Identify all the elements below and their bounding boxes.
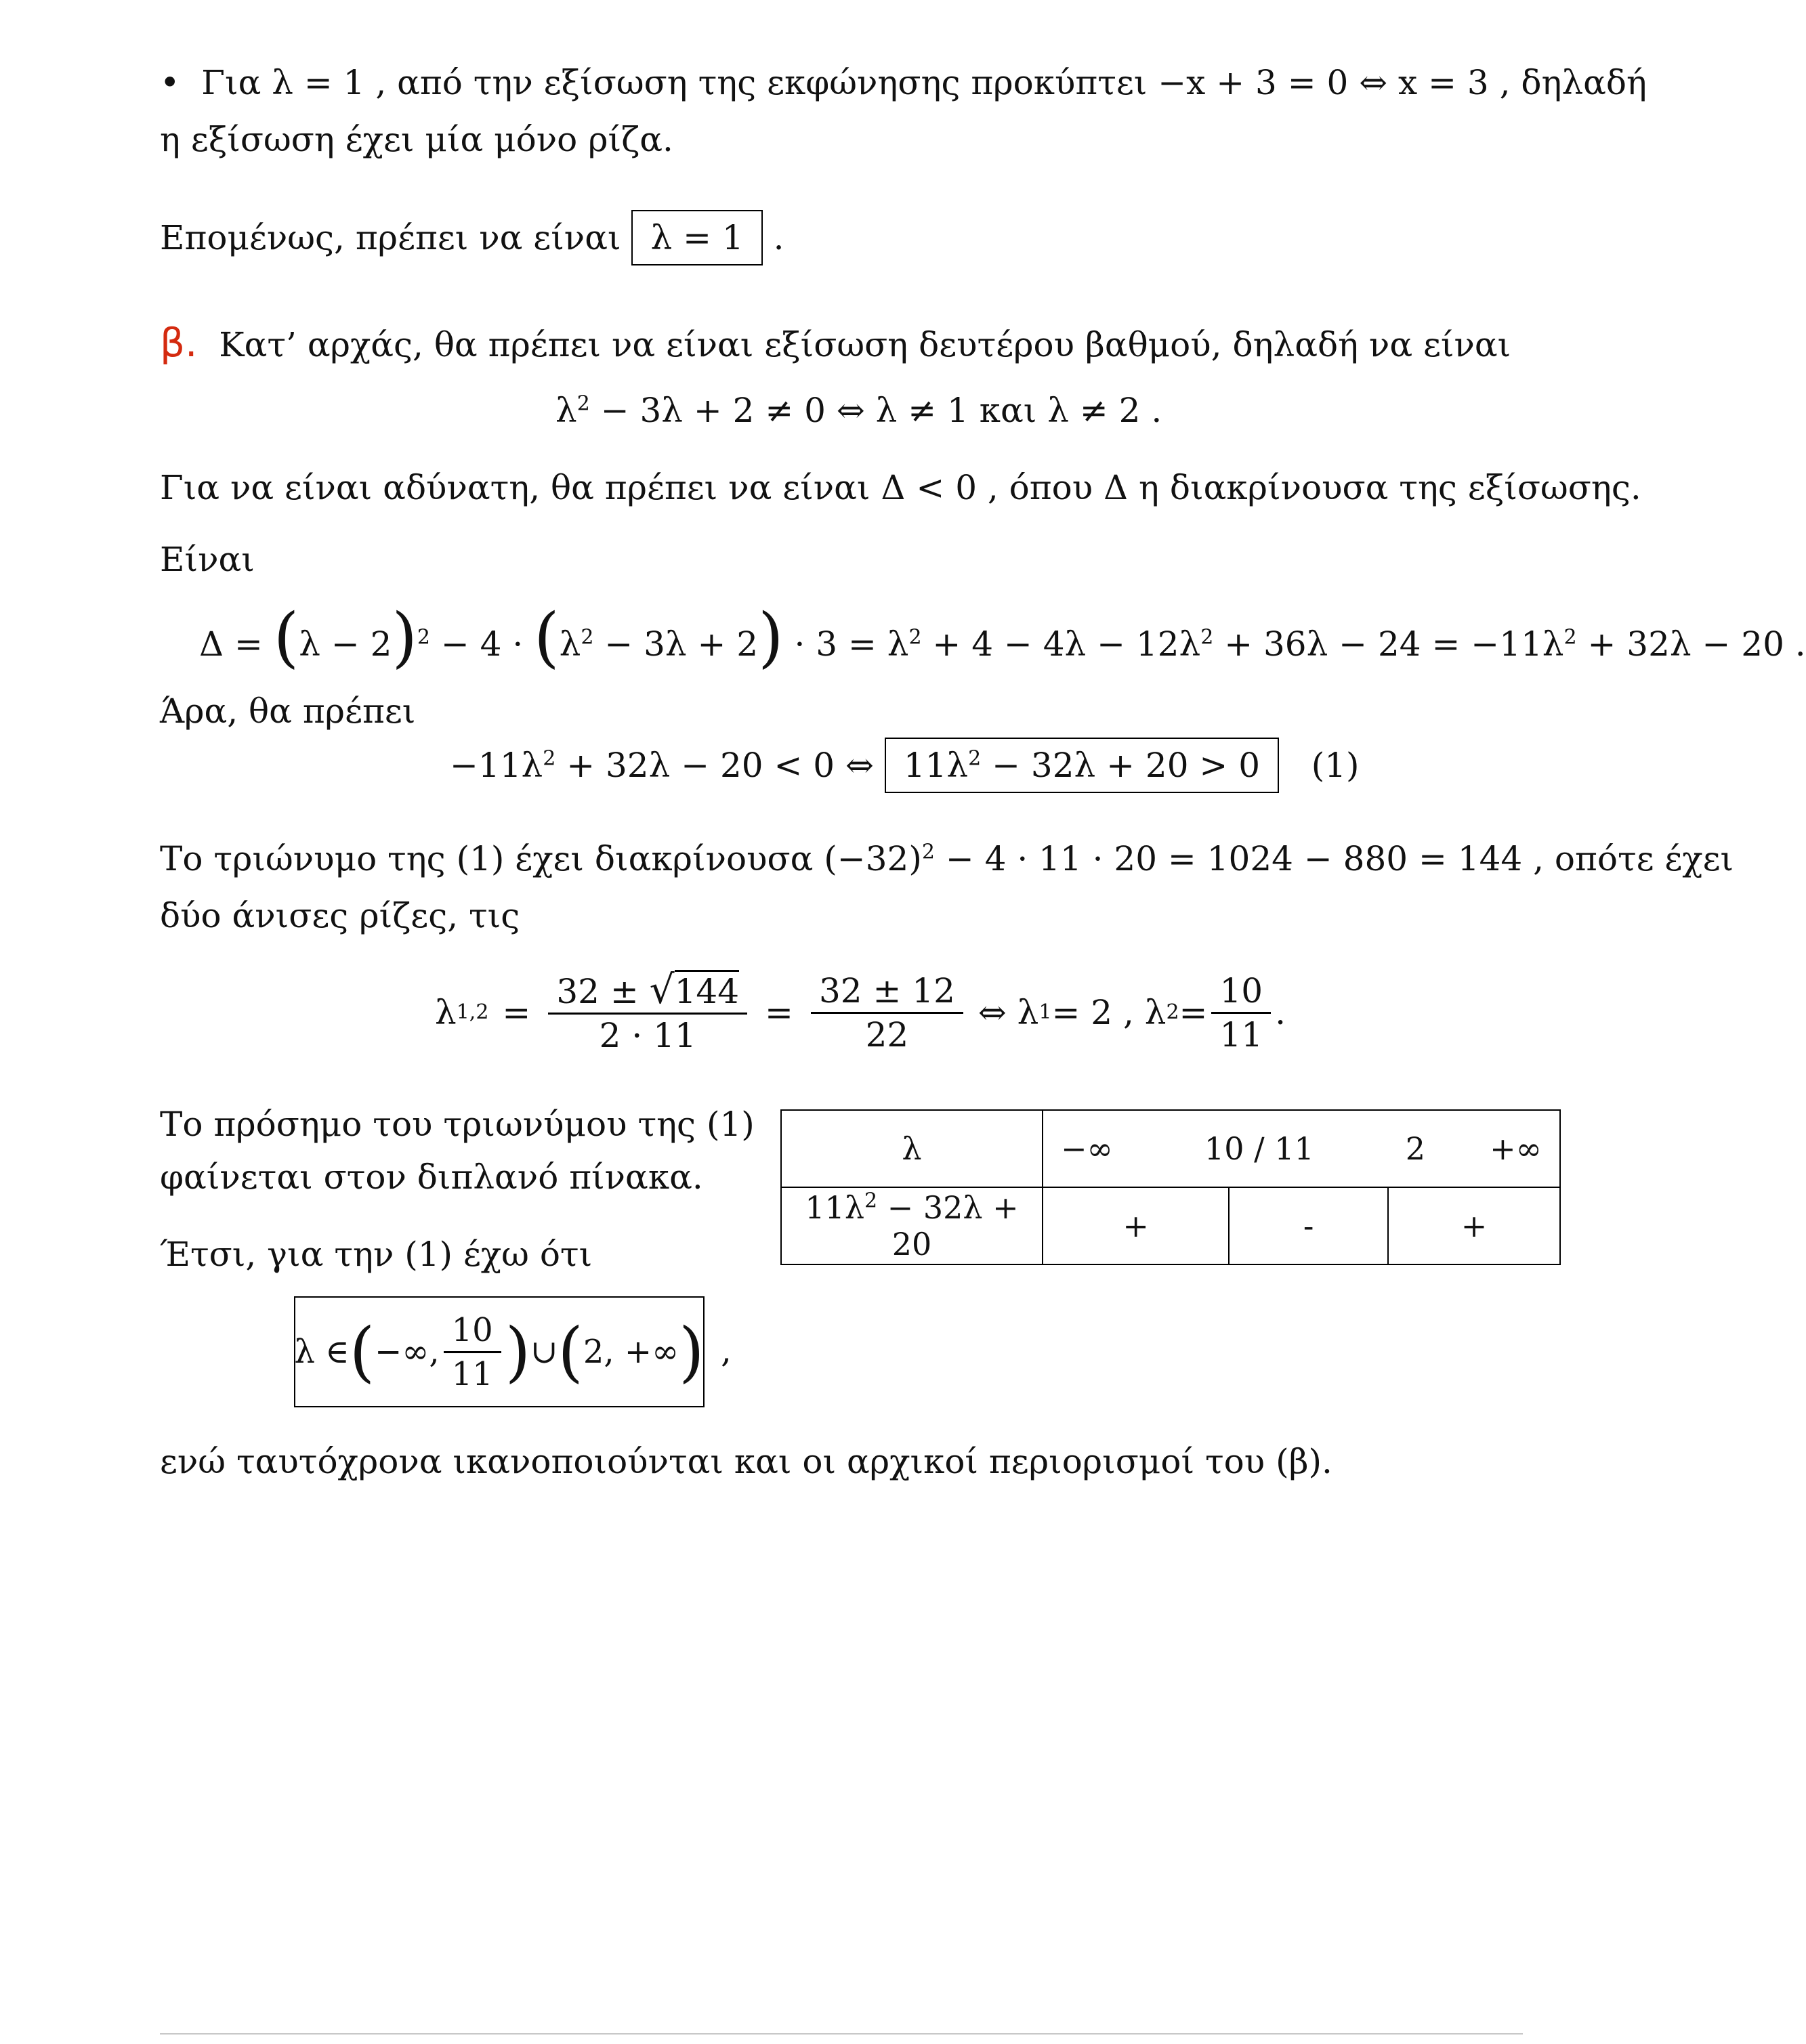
paren: ( <box>273 599 299 675</box>
term: + 4 − 4λ − 12λ <box>921 624 1201 664</box>
exp: 2 <box>1563 625 1577 650</box>
etsi-line: Έτσι, για την (1) έχω ότι <box>160 1235 593 1274</box>
term: ⇔ λ <box>978 993 1039 1032</box>
point: 10 / 11 <box>1204 1130 1314 1167</box>
sign-text-1: Το πρόσημο του τριωνύμου της (1) <box>160 1105 755 1144</box>
term: λ <box>559 624 581 664</box>
exp: 2 <box>921 840 935 864</box>
period: . <box>1275 993 1286 1032</box>
numerator <box>548 968 747 1015</box>
term: + 32λ − 20 < 0 ⇔ <box>555 746 874 785</box>
equals: = <box>502 993 531 1032</box>
term: + 36λ − 24 = −11λ <box>1213 624 1564 664</box>
radicand: 144 <box>675 970 739 1011</box>
trinomial-discriminant-line-1 <box>160 838 1734 879</box>
discriminant-equation <box>199 599 1806 675</box>
part-b-intro-text: Κατ’ αρχάς, θα πρέπει να είναι εξίσωση δευτέρου βαθμού, δηλαδή να είναι <box>219 325 1511 364</box>
numerator: 10 <box>1211 970 1271 1014</box>
footer-rule <box>160 2033 1523 2035</box>
term: −11λ <box>450 746 543 785</box>
sign-table <box>780 1109 1561 1265</box>
exp: 2 <box>581 625 594 650</box>
exp: 2 <box>543 746 556 771</box>
paren: ) <box>392 599 417 675</box>
fraction-3 <box>1211 970 1271 1056</box>
term: −∞, <box>375 1333 440 1371</box>
sign-cell: - <box>1229 1187 1388 1264</box>
boxed-solution: λ ∈ ( −∞, $\frac{10}{11}$ ) ∪ ( 2, +∞ ) <box>294 1296 705 1407</box>
term: λ ∈ <box>294 1333 350 1371</box>
ara-label: Άρα, θα πρέπει <box>160 691 416 731</box>
sign-table-sign-row <box>781 1187 1560 1264</box>
term: · 3 = λ <box>783 624 909 664</box>
sign-cell: + <box>1388 1187 1560 1264</box>
boxed-answer-a: λ = 1 <box>631 210 762 265</box>
condition-rest: − 3λ + 2 ≠ 0 ⇔ λ ≠ 1 και λ ≠ 2 . <box>589 391 1162 430</box>
term: = <box>1179 993 1208 1032</box>
text: − 4 · 11 · 20 = 1024 − 880 = 144 , οπότε έχει <box>934 839 1734 878</box>
inequality-1 <box>450 737 1360 794</box>
paren: ) <box>758 599 784 675</box>
term: + 32λ − 20 . <box>1576 624 1806 664</box>
points-row <box>1061 1130 1542 1167</box>
exp: 2 <box>908 625 922 650</box>
exp: 2 <box>417 625 430 650</box>
point: 2 <box>1405 1130 1426 1167</box>
exp: 2 <box>576 391 590 416</box>
period: . <box>773 218 784 257</box>
denominator: 11 <box>451 1355 493 1393</box>
exp: 2 <box>1200 625 1214 650</box>
union: ∪ <box>530 1333 558 1371</box>
term: − 4 · <box>429 624 534 664</box>
bullet-text: Για λ = 1 , από την εξίσωση της εκφώνησης προκύπτει −x + 3 = 0 ⇔ x = 3 , δηλαδή <box>201 63 1647 102</box>
paren: ( <box>534 599 560 675</box>
sign-table-var: λ <box>781 1110 1043 1187</box>
term: − 3λ + 2 <box>593 624 759 664</box>
equation-tag: (1) <box>1311 746 1360 785</box>
conclusion-a-text: Επομένως, πρέπει να είναι <box>160 218 621 257</box>
term: λ − 2 <box>299 624 392 664</box>
term: 11λ <box>903 746 969 785</box>
text: Το τριώνυμο της (1) έχει διακρίνουσα (−32) <box>160 839 922 878</box>
numerator: 10 <box>444 1309 501 1353</box>
point: +∞ <box>1490 1130 1542 1167</box>
delta-lhs: Δ = <box>199 624 274 664</box>
term: − 32λ + 20 <box>877 1189 1019 1262</box>
numerator: 32 ± 12 <box>811 970 963 1014</box>
lambda: λ <box>555 391 577 430</box>
term: 11λ <box>805 1189 864 1226</box>
term: 32 ± <box>556 972 650 1011</box>
conclusion-a <box>160 210 784 265</box>
quadratic-condition <box>555 390 1162 431</box>
fraction-2 <box>811 970 963 1056</box>
sqrt-symbol: √ <box>649 966 675 1013</box>
denominator: 11 <box>1219 1015 1263 1055</box>
term: = 2 , λ <box>1051 993 1167 1032</box>
sign-cell: + <box>1043 1187 1229 1264</box>
bullet-line-2: η εξίσωση έχει μία μόνο ρίζα. <box>160 120 673 159</box>
fraction-1 <box>548 968 747 1057</box>
sign-text-2: φαίνεται στον διπλανό πίνακα. <box>160 1157 703 1197</box>
denominator: 2 · 11 <box>599 1016 696 1055</box>
exp: 2 <box>968 746 982 771</box>
denominator: 22 <box>865 1015 909 1055</box>
einai-label: Είναι <box>160 540 255 579</box>
sign-table-expression <box>781 1187 1043 1264</box>
term: − 32λ + 20 > 0 <box>981 746 1261 785</box>
term: 2, +∞ <box>583 1333 679 1371</box>
sign-table-header-row <box>781 1110 1560 1187</box>
bullet-line-1 <box>160 62 1647 103</box>
trinomial-discriminant-line-2: δύο άνισες ρίζες, τις <box>160 896 520 935</box>
solution-comma: , <box>721 1331 732 1370</box>
boxed-inequality <box>885 738 1279 793</box>
exp: 2 <box>864 1189 878 1213</box>
impossible-condition: Για να είναι αδύνατη, θα πρέπει να είναι Δ < 0 , όπου Δ η διακρίνουσα της εξίσωσης. <box>160 468 1641 507</box>
roots-equation: λ 1,2 = $\frac{32 \pm √144}{2 \cdot 11}$ = $\frac{32 \pm 12}{22}$ ⇔ λ 1 = 2 , λ 2 = $\frac{10}{11}$ . <box>435 962 1286 1063</box>
point: −∞ <box>1061 1130 1113 1167</box>
sign-table-points <box>1043 1110 1560 1187</box>
bullet-symbol: • <box>160 63 180 102</box>
section-label-b: β. <box>160 320 198 366</box>
part-b-intro <box>160 322 1511 365</box>
final-remark: ενώ ταυτόχρονα ικανοποιούνται και οι αρχικοί περιορισμοί του (β). <box>160 1442 1332 1481</box>
term: λ <box>435 993 457 1032</box>
equals: = <box>765 993 793 1032</box>
solution-fraction <box>444 1309 501 1395</box>
